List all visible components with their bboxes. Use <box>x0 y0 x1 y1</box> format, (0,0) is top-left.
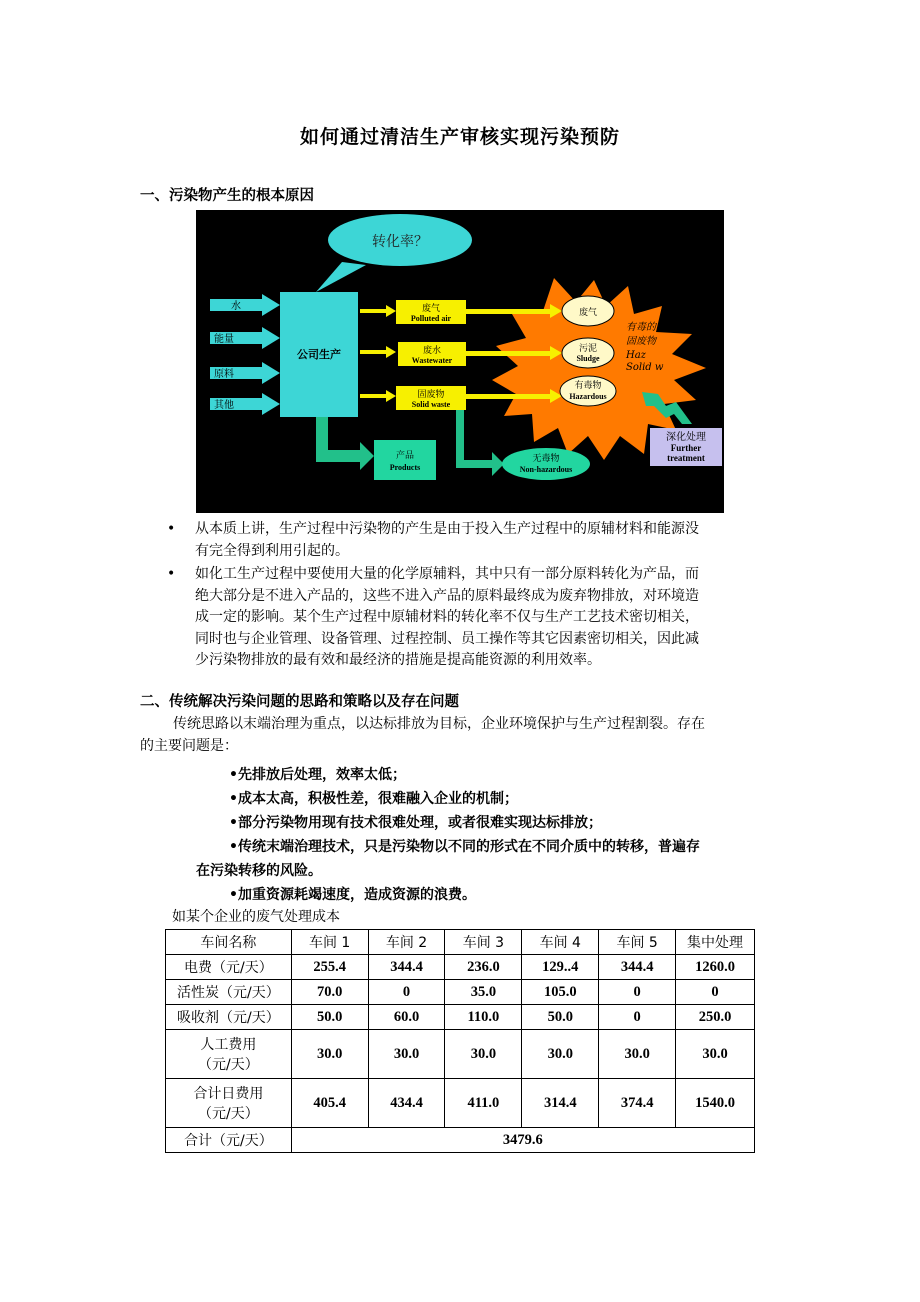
company-label: 公司生产 <box>297 348 341 361</box>
oval-hazardous-en: Hazardous <box>569 392 607 401</box>
products-en: Products <box>389 463 421 472</box>
oval-air <box>562 296 614 326</box>
table-cell: 250.0 <box>676 1005 755 1030</box>
problems-list <box>196 763 786 907</box>
table-header-cell: 车间名称 <box>166 930 292 955</box>
output-solid-zh: 固废物 <box>417 390 445 400</box>
row-label: 吸收剂（元/天） <box>166 1005 292 1030</box>
table-header-cell: 车间 3 <box>445 930 522 955</box>
table-cell: 105.0 <box>522 980 599 1005</box>
bullet-line: 同时也与企业管理、设备管理、过程控制、员工操作等其它因素密切相关，因此减 <box>195 630 699 647</box>
conversion-rate-bubble <box>316 214 472 292</box>
cause-bullet-list <box>140 519 790 674</box>
bullet-dot: • <box>167 521 176 537</box>
bullet-line: 有完全得到利用引起的。 <box>195 542 349 559</box>
section2-heading: 二、传统解决污染问题的思路和策略以及存在问题 <box>140 694 459 710</box>
side-text-4: Solid w <box>626 362 664 373</box>
output-water-zh: 废水 <box>422 346 442 356</box>
total-label: 合计（元/天） <box>166 1128 292 1153</box>
table-row <box>166 955 755 980</box>
further-en1: Further <box>670 443 702 453</box>
table-cell: 1540.0 <box>676 1079 755 1128</box>
list-item: •传统末端治理技术，只是污染物以不同的形式在不同介质中的转移，普遍存 <box>229 839 700 855</box>
table-cell: 129..4 <box>522 955 599 980</box>
table-cell: 110.0 <box>445 1005 522 1030</box>
list-item: •先排放后处理，效率太低； <box>229 767 406 783</box>
input-arrow-material <box>210 362 280 384</box>
input-arrow-energy <box>210 327 280 349</box>
oval-sludge-zh: 污泥 <box>578 344 598 354</box>
input-label-material: 原料 <box>214 369 234 380</box>
output-water-en: Wastewater <box>411 356 453 365</box>
output-box-air <box>396 300 466 324</box>
bullet-line: 绝大部分是不进入产品的，这些不进入产品的原料最终成为废弃物排放，对环境造 <box>195 587 699 604</box>
table-cell: 60.0 <box>368 1005 445 1030</box>
paragraph-line: 的主要问题是： <box>140 737 238 754</box>
bullet-dot: • <box>167 566 176 582</box>
table-cell: 344.4 <box>599 955 676 980</box>
input-label-water: 水 <box>231 301 241 312</box>
oval-sludge <box>562 338 614 368</box>
further-en2: treatment <box>667 453 705 463</box>
table-cell: 0 <box>676 980 755 1005</box>
further-treatment-box <box>650 428 722 466</box>
output-air-zh: 废气 <box>421 304 441 314</box>
table-cell: 30.0 <box>599 1030 676 1079</box>
input-label-other: 其他 <box>214 400 234 411</box>
table-header-cell: 车间 5 <box>599 930 676 955</box>
row-label-line: （元/天） <box>198 1106 259 1122</box>
bubble-tail <box>316 262 366 292</box>
table-cell: 236.0 <box>445 955 522 980</box>
nonhaz-en: Non-hazardous <box>519 465 573 474</box>
list-item: •成本太高，积极性差，很难融入企业的机制； <box>229 791 518 807</box>
table-header-cell: 车间 4 <box>522 930 599 955</box>
table-cell: 50.0 <box>522 1005 599 1030</box>
table-row <box>166 1005 755 1030</box>
table-cell: 314.4 <box>522 1079 599 1128</box>
section1-heading: 一、污染物产生的根本原因 <box>140 188 314 204</box>
nonhaz-zh: 无毒物 <box>532 454 560 464</box>
table-header-cell: 车间 2 <box>368 930 445 955</box>
further-zh: 深化处理 <box>666 432 706 443</box>
table-cell: 35.0 <box>445 980 522 1005</box>
table-cell: 30.0 <box>291 1030 368 1079</box>
bullet-line: 如化工生产过程中要使用大量的化学原辅料，其中只有一部分原料转化为产品，而 <box>195 566 699 582</box>
input-arrows <box>210 294 280 415</box>
oval-hazardous-zh: 有毒物 <box>574 381 602 391</box>
page-title: 如何通过清洁生产审核实现污染预防 <box>299 126 620 148</box>
nonhaz-arrow <box>456 410 504 476</box>
input-arrow-other <box>210 393 280 415</box>
nonhazardous-oval <box>502 448 590 480</box>
table-cell: 0 <box>599 980 676 1005</box>
table-cell: 50.0 <box>291 1005 368 1030</box>
list-item: 在污染转移的风险。 <box>196 863 322 879</box>
input-label-energy: 能量 <box>214 334 234 345</box>
table-row <box>166 980 755 1005</box>
paragraph-line: 传统思路以末端治理为重点，以达标排放为目标，企业环境保护与生产过程割裂。存在 <box>173 716 705 732</box>
row-label-line: 人工费用 <box>200 1037 257 1053</box>
table-cell: 70.0 <box>291 980 368 1005</box>
table-cell: 434.4 <box>368 1079 445 1128</box>
cost-table <box>165 929 755 1153</box>
table-header-row <box>166 930 755 955</box>
table-cell: 0 <box>368 980 445 1005</box>
list-item: •部分污染物用现有技术很难处理，或者很难实现达标排放； <box>229 815 602 831</box>
row-label: 活性炭（元/天） <box>166 980 292 1005</box>
table-total-row <box>166 1128 755 1153</box>
table-row <box>166 1079 755 1128</box>
bullet-line: 从本质上讲，生产过程中污染物的产生是由于投入生产过程中的原辅材料和能源没 <box>195 521 699 537</box>
row-label-line: 合计日费用 <box>193 1086 264 1102</box>
output-air-en: Polluted air <box>410 314 452 323</box>
output-box-solid <box>396 386 466 410</box>
table-cell: 255.4 <box>291 955 368 980</box>
table-cell: 344.4 <box>368 955 445 980</box>
side-text-2: 固废物 <box>626 336 656 347</box>
row-label: 电费（元/天） <box>166 955 292 980</box>
total-value: 3479.6 <box>291 1128 754 1153</box>
table-cell: 1260.0 <box>676 955 755 980</box>
table-caption: 如某个企业的废气处理成本 <box>172 909 340 925</box>
table-cell: 30.0 <box>676 1030 755 1079</box>
list-item <box>140 519 790 562</box>
bullet-line: 少污染物排放的最有效和最经济的措施是提高能资源的利用效率。 <box>195 652 601 668</box>
table-cell: 374.4 <box>599 1079 676 1128</box>
table-cell: 405.4 <box>291 1079 368 1128</box>
table-cell: 0 <box>599 1005 676 1030</box>
section2-paragraph <box>140 714 784 757</box>
table-row <box>166 1030 755 1079</box>
company-output-arrows <box>360 305 396 402</box>
table-cell: 30.0 <box>445 1030 522 1079</box>
table-cell: 30.0 <box>368 1030 445 1079</box>
table-header-cell: 集中处理 <box>676 930 755 955</box>
row-label-line: （元/天） <box>198 1057 259 1073</box>
output-box-water <box>398 342 466 366</box>
oval-hazardous <box>560 376 616 406</box>
list-item <box>140 564 790 672</box>
input-arrow-water <box>210 294 280 316</box>
table-header-cell: 车间 1 <box>291 930 368 955</box>
output-solid-en: Solid waste <box>411 400 451 409</box>
product-arrow <box>316 417 374 470</box>
row-label <box>166 1030 292 1079</box>
products-zh: 产品 <box>395 451 415 461</box>
list-item: •加重资源耗竭速度，造成资源的浪费。 <box>229 887 476 903</box>
table-cell: 30.0 <box>522 1030 599 1079</box>
bullet-line: 成一定的影响。某个生产过程中原辅材料的转化率不仅与生产工艺技术密切相关， <box>195 609 699 625</box>
flow-diagram-svg <box>196 210 724 513</box>
pollution-flow-diagram <box>196 210 724 513</box>
row-label <box>166 1079 292 1128</box>
products-box <box>374 440 436 480</box>
table-cell: 411.0 <box>445 1079 522 1128</box>
oval-sludge-en: Sludge <box>576 354 600 363</box>
oval-air-zh: 废气 <box>578 308 598 318</box>
side-text-3: Haz <box>626 350 646 361</box>
side-text-1: 有毒的 <box>626 322 656 333</box>
bubble-text: 转化率？ <box>372 234 428 250</box>
